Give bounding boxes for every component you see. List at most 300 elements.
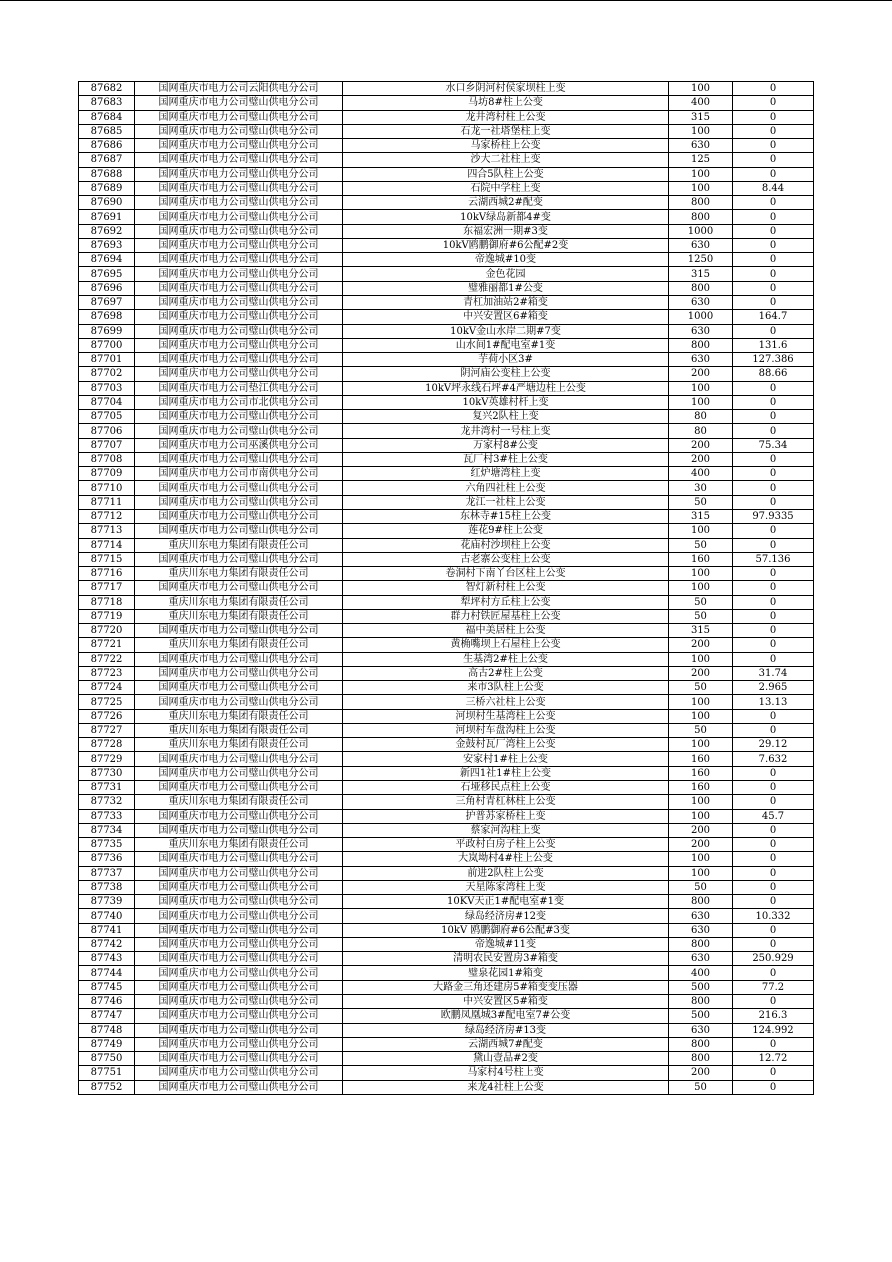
- table-row: [79, 96, 814, 110]
- capacity-cell: 315: [669, 509, 733, 523]
- company-cell: 国网重庆市电力公司璧山供电分公司: [135, 766, 343, 780]
- company-cell: 重庆川东电力集团有限责任公司: [135, 795, 343, 809]
- table-row: [79, 1066, 814, 1080]
- value-cell: 0: [733, 196, 814, 210]
- row-id-cell: 87718: [79, 595, 135, 609]
- transformer-name-cell: 石垭移民点柱上公变: [343, 781, 669, 795]
- company-cell: 国网重庆市电力公司璧山供电分公司: [135, 1037, 343, 1051]
- value-cell: 127.386: [733, 353, 814, 367]
- capacity-cell: 50: [669, 880, 733, 894]
- row-id-cell: 87708: [79, 452, 135, 466]
- value-cell: 0: [733, 823, 814, 837]
- capacity-cell: 50: [669, 538, 733, 552]
- capacity-cell: 80: [669, 424, 733, 438]
- value-cell: 77.2: [733, 980, 814, 994]
- table-row: [79, 937, 814, 951]
- company-cell: 国网重庆市电力公司璧山供电分公司: [135, 224, 343, 238]
- value-cell: 0: [733, 238, 814, 252]
- transformer-name-cell: 芋荷小区3#: [343, 353, 669, 367]
- table-row: [79, 781, 814, 795]
- table-row: [79, 467, 814, 481]
- capacity-cell: 200: [669, 666, 733, 680]
- row-id-cell: 87732: [79, 795, 135, 809]
- row-id-cell: 87747: [79, 1009, 135, 1023]
- capacity-cell: 800: [669, 210, 733, 224]
- capacity-cell: 800: [669, 937, 733, 951]
- table-row: [79, 281, 814, 295]
- capacity-cell: 100: [669, 709, 733, 723]
- table-row: [79, 295, 814, 309]
- transformer-name-cell: 四合5队柱上公变: [343, 167, 669, 181]
- company-cell: 国网重庆市电力公司璧山供电分公司: [135, 310, 343, 324]
- capacity-cell: 100: [669, 738, 733, 752]
- row-id-cell: 87692: [79, 224, 135, 238]
- value-cell: 0: [733, 538, 814, 552]
- transformer-name-cell: 帝逸城#11变: [343, 937, 669, 951]
- company-cell: 国网重庆市电力公司璧山供电分公司: [135, 1009, 343, 1023]
- value-cell: 45.7: [733, 809, 814, 823]
- transformer-name-cell: 新四1社1#柱上公变: [343, 766, 669, 780]
- company-cell: 国网重庆市电力公司璧山供电分公司: [135, 895, 343, 909]
- transformer-name-cell: 中兴安置区5#箱变: [343, 995, 669, 1009]
- table-row: [79, 438, 814, 452]
- row-id-cell: 87691: [79, 210, 135, 224]
- company-cell: 国网重庆市电力公司垫江供电分公司: [135, 381, 343, 395]
- capacity-cell: 100: [669, 82, 733, 96]
- transformer-name-cell: 马家桥柱上公变: [343, 139, 669, 153]
- capacity-cell: 200: [669, 367, 733, 381]
- row-id-cell: 87727: [79, 723, 135, 737]
- transformer-name-cell: 山水间1#配电室#1变: [343, 338, 669, 352]
- transformer-name-cell: 黄桷嘴坝上石屋柱上公变: [343, 638, 669, 652]
- value-cell: 0: [733, 995, 814, 1009]
- transformer-name-cell: 绿岛经济房#13变: [343, 1023, 669, 1037]
- table-row: [79, 581, 814, 595]
- capacity-cell: 100: [669, 381, 733, 395]
- transformer-name-cell: 石龙一社塔堡柱上变: [343, 124, 669, 138]
- company-cell: 国网重庆市电力公司璧山供电分公司: [135, 210, 343, 224]
- transformer-name-cell: 平政村白房子柱上公变: [343, 838, 669, 852]
- transformer-name-cell: 古老寨公变柱上公变: [343, 552, 669, 566]
- row-id-cell: 87703: [79, 381, 135, 395]
- table-row: [79, 1080, 814, 1094]
- row-id-cell: 87693: [79, 238, 135, 252]
- table-row: [79, 809, 814, 823]
- transformer-name-cell: 生基湾2#柱上公变: [343, 652, 669, 666]
- row-id-cell: 87730: [79, 766, 135, 780]
- capacity-cell: 100: [669, 866, 733, 880]
- transformer-name-cell: 水口乡阴河村侯家坝柱上变: [343, 82, 669, 96]
- value-cell: 0: [733, 324, 814, 338]
- company-cell: 国网重庆市电力公司璧山供电分公司: [135, 139, 343, 153]
- row-id-cell: 87702: [79, 367, 135, 381]
- capacity-cell: 400: [669, 96, 733, 110]
- transformer-name-cell: 中兴安置区6#箱变: [343, 310, 669, 324]
- table-row: [79, 638, 814, 652]
- table-row: [79, 410, 814, 424]
- row-id-cell: 87749: [79, 1037, 135, 1051]
- company-cell: 国网重庆市电力公司璧山供电分公司: [135, 267, 343, 281]
- row-id-cell: 87696: [79, 281, 135, 295]
- value-cell: 0: [733, 766, 814, 780]
- transformer-name-cell: 龙井湾村柱上公变: [343, 110, 669, 124]
- company-cell: 国网重庆市电力公司璧山供电分公司: [135, 752, 343, 766]
- table-row: [79, 995, 814, 1009]
- value-cell: 0: [733, 937, 814, 951]
- row-id-cell: 87735: [79, 838, 135, 852]
- capacity-cell: 200: [669, 838, 733, 852]
- table-row: [79, 895, 814, 909]
- company-cell: 国网重庆市电力公司璧山供电分公司: [135, 624, 343, 638]
- table-row: [79, 153, 814, 167]
- row-id-cell: 87746: [79, 995, 135, 1009]
- company-cell: 国网重庆市电力公司璧山供电分公司: [135, 495, 343, 509]
- table-row: [79, 238, 814, 252]
- value-cell: 0: [733, 1066, 814, 1080]
- company-cell: 国网重庆市电力公司璧山供电分公司: [135, 481, 343, 495]
- row-id-cell: 87733: [79, 809, 135, 823]
- table-row: [79, 866, 814, 880]
- company-cell: 国网重庆市电力公司璧山供电分公司: [135, 1080, 343, 1094]
- capacity-cell: 630: [669, 952, 733, 966]
- company-cell: 国网重庆市电力公司璧山供电分公司: [135, 253, 343, 267]
- company-cell: 重庆川东电力集团有限责任公司: [135, 567, 343, 581]
- value-cell: 2.965: [733, 681, 814, 695]
- transformer-name-cell: 天星陈家湾柱上变: [343, 880, 669, 894]
- transformer-name-cell: 黛山壹品#2变: [343, 1052, 669, 1066]
- value-cell: 124.992: [733, 1023, 814, 1037]
- transformer-name-cell: 莲花9#柱上公变: [343, 524, 669, 538]
- value-cell: 131.6: [733, 338, 814, 352]
- company-cell: 国网重庆市电力公司璧山供电分公司: [135, 995, 343, 1009]
- value-cell: 0: [733, 709, 814, 723]
- value-cell: 0: [733, 253, 814, 267]
- capacity-cell: 315: [669, 624, 733, 638]
- transformer-table-body: [79, 82, 814, 1095]
- transformer-name-cell: 三桥六社柱上公变: [343, 695, 669, 709]
- value-cell: 0: [733, 866, 814, 880]
- table-row: [79, 338, 814, 352]
- transformer-name-cell: 犁坪村方丘柱上公变: [343, 595, 669, 609]
- row-id-cell: 87752: [79, 1080, 135, 1094]
- transformer-table: [78, 81, 814, 1095]
- company-cell: 国网重庆市电力公司璧山供电分公司: [135, 96, 343, 110]
- table-row: [79, 652, 814, 666]
- row-id-cell: 87739: [79, 895, 135, 909]
- table-row: [79, 253, 814, 267]
- transformer-name-cell: 三角村青杠林柱上公变: [343, 795, 669, 809]
- table-row: [79, 367, 814, 381]
- capacity-cell: 100: [669, 695, 733, 709]
- company-cell: 国网重庆市电力公司璧山供电分公司: [135, 581, 343, 595]
- company-cell: 国网重庆市电力公司璧山供电分公司: [135, 353, 343, 367]
- capacity-cell: 30: [669, 481, 733, 495]
- value-cell: 0: [733, 781, 814, 795]
- table-row: [79, 110, 814, 124]
- value-cell: 216.3: [733, 1009, 814, 1023]
- company-cell: 国网重庆市电力公司璧山供电分公司: [135, 124, 343, 138]
- row-id-cell: 87750: [79, 1052, 135, 1066]
- table-row: [79, 666, 814, 680]
- transformer-name-cell: 云湖西城7#配变: [343, 1037, 669, 1051]
- company-cell: 国网重庆市电力公司璧山供电分公司: [135, 452, 343, 466]
- company-cell: 国网重庆市电力公司璧山供电分公司: [135, 110, 343, 124]
- row-id-cell: 87697: [79, 295, 135, 309]
- table-row: [79, 452, 814, 466]
- transformer-name-cell: 河坝村生基湾柱上公变: [343, 709, 669, 723]
- transformer-name-cell: 10kV坪永线石坪#4严塘边柱上公变: [343, 381, 669, 395]
- table-row: [79, 752, 814, 766]
- table-row: [79, 595, 814, 609]
- row-id-cell: 87701: [79, 353, 135, 367]
- transformer-name-cell: 复兴2队柱上变: [343, 410, 669, 424]
- row-id-cell: 87720: [79, 624, 135, 638]
- table-row: [79, 181, 814, 195]
- capacity-cell: 400: [669, 467, 733, 481]
- company-cell: 国网重庆市电力公司璧山供电分公司: [135, 852, 343, 866]
- transformer-name-cell: 璧雅丽都1#公变: [343, 281, 669, 295]
- table-row: [79, 567, 814, 581]
- value-cell: 164.7: [733, 310, 814, 324]
- capacity-cell: 800: [669, 1037, 733, 1051]
- row-id-cell: 87709: [79, 467, 135, 481]
- transformer-name-cell: 青杠加油站2#箱变: [343, 295, 669, 309]
- row-id-cell: 87695: [79, 267, 135, 281]
- table-row: [79, 823, 814, 837]
- value-cell: 0: [733, 295, 814, 309]
- capacity-cell: 200: [669, 438, 733, 452]
- capacity-cell: 100: [669, 524, 733, 538]
- company-cell: 国网重庆市电力公司璧山供电分公司: [135, 281, 343, 295]
- table-row: [79, 381, 814, 395]
- company-cell: 国网重庆市电力公司璧山供电分公司: [135, 367, 343, 381]
- company-cell: 国网重庆市电力公司璧山供电分公司: [135, 666, 343, 680]
- transformer-name-cell: 马坊8#柱上公变: [343, 96, 669, 110]
- table-row: [79, 723, 814, 737]
- table-row: [79, 167, 814, 181]
- table-row: [79, 952, 814, 966]
- row-id-cell: 87745: [79, 980, 135, 994]
- table-row: [79, 267, 814, 281]
- value-cell: 0: [733, 381, 814, 395]
- table-row: [79, 481, 814, 495]
- capacity-cell: 200: [669, 1066, 733, 1080]
- row-id-cell: 87699: [79, 324, 135, 338]
- table-row: [79, 552, 814, 566]
- value-cell: 0: [733, 595, 814, 609]
- table-row: [79, 1037, 814, 1051]
- company-cell: 国网重庆市电力公司璧山供电分公司: [135, 923, 343, 937]
- company-cell: 国网重庆市电力公司璧山供电分公司: [135, 167, 343, 181]
- value-cell: 0: [733, 966, 814, 980]
- company-cell: 国网重庆市电力公司巫溪供电分公司: [135, 438, 343, 452]
- value-cell: 0: [733, 210, 814, 224]
- table-row: [79, 524, 814, 538]
- table-row: [79, 738, 814, 752]
- capacity-cell: 630: [669, 353, 733, 367]
- company-cell: 国网重庆市电力公司璧山供电分公司: [135, 424, 343, 438]
- transformer-name-cell: 清明农民安置房3#箱变: [343, 952, 669, 966]
- row-id-cell: 87682: [79, 82, 135, 96]
- company-cell: 国网重庆市电力公司璧山供电分公司: [135, 866, 343, 880]
- capacity-cell: 315: [669, 267, 733, 281]
- capacity-cell: 100: [669, 795, 733, 809]
- row-id-cell: 87748: [79, 1023, 135, 1037]
- capacity-cell: 100: [669, 852, 733, 866]
- company-cell: 国网重庆市电力公司璧山供电分公司: [135, 410, 343, 424]
- value-cell: 0: [733, 467, 814, 481]
- row-id-cell: 87694: [79, 253, 135, 267]
- table-row: [79, 495, 814, 509]
- value-cell: 0: [733, 82, 814, 96]
- row-id-cell: 87726: [79, 709, 135, 723]
- transformer-name-cell: 大路金三角还建房5#箱变变压器: [343, 980, 669, 994]
- transformer-name-cell: 智灯新村柱上公变: [343, 581, 669, 595]
- row-id-cell: 87689: [79, 181, 135, 195]
- table-row: [79, 82, 814, 96]
- transformer-name-cell: 万家村8#公变: [343, 438, 669, 452]
- row-id-cell: 87712: [79, 509, 135, 523]
- transformer-name-cell: 六角四社柱上公变: [343, 481, 669, 495]
- transformer-name-cell: 红炉塘湾柱上变: [343, 467, 669, 481]
- table-row: [79, 1052, 814, 1066]
- capacity-cell: 125: [669, 153, 733, 167]
- value-cell: 10.332: [733, 909, 814, 923]
- capacity-cell: 160: [669, 752, 733, 766]
- row-id-cell: 87714: [79, 538, 135, 552]
- value-cell: 13.13: [733, 695, 814, 709]
- transformer-name-cell: 东林寺#15柱上公变: [343, 509, 669, 523]
- capacity-cell: 50: [669, 595, 733, 609]
- company-cell: 国网重庆市电力公司璧山供电分公司: [135, 652, 343, 666]
- company-cell: 国网重庆市电力公司璧山供电分公司: [135, 781, 343, 795]
- capacity-cell: 50: [669, 1080, 733, 1094]
- company-cell: 国网重庆市电力公司璧山供电分公司: [135, 524, 343, 538]
- table-row: [79, 766, 814, 780]
- row-id-cell: 87724: [79, 681, 135, 695]
- row-id-cell: 87716: [79, 567, 135, 581]
- capacity-cell: 400: [669, 966, 733, 980]
- value-cell: 8.44: [733, 181, 814, 195]
- value-cell: 97.9335: [733, 509, 814, 523]
- row-id-cell: 87751: [79, 1066, 135, 1080]
- company-cell: 国网重庆市电力公司璧山供电分公司: [135, 295, 343, 309]
- transformer-name-cell: 10kV绿岛新都4#变: [343, 210, 669, 224]
- row-id-cell: 87722: [79, 652, 135, 666]
- company-cell: 国网重庆市电力公司璧山供电分公司: [135, 980, 343, 994]
- value-cell: 0: [733, 852, 814, 866]
- transformer-name-cell: 10kV金山水岸二期#7变: [343, 324, 669, 338]
- transformer-name-cell: 护普苏家桥柱上变: [343, 809, 669, 823]
- transformer-name-cell: 石院中学柱上变: [343, 181, 669, 195]
- table-row: [79, 709, 814, 723]
- value-cell: 0: [733, 110, 814, 124]
- company-cell: 国网重庆市电力公司璧山供电分公司: [135, 823, 343, 837]
- capacity-cell: 50: [669, 609, 733, 623]
- table-row: [79, 310, 814, 324]
- capacity-cell: 160: [669, 781, 733, 795]
- value-cell: 0: [733, 524, 814, 538]
- value-cell: 29.12: [733, 738, 814, 752]
- company-cell: 国网重庆市电力公司璧山供电分公司: [135, 153, 343, 167]
- value-cell: 250.929: [733, 952, 814, 966]
- capacity-cell: 100: [669, 581, 733, 595]
- transformer-name-cell: 东福宏洲一期#3变: [343, 224, 669, 238]
- row-id-cell: 87687: [79, 153, 135, 167]
- table-row: [79, 852, 814, 866]
- value-cell: 0: [733, 139, 814, 153]
- row-id-cell: 87744: [79, 966, 135, 980]
- table-row: [79, 838, 814, 852]
- row-id-cell: 87731: [79, 781, 135, 795]
- value-cell: 12.72: [733, 1052, 814, 1066]
- row-id-cell: 87710: [79, 481, 135, 495]
- table-row: [79, 681, 814, 695]
- transformer-name-cell: 来龙4社柱上公变: [343, 1080, 669, 1094]
- capacity-cell: 100: [669, 809, 733, 823]
- transformer-name-cell: 龙江一社柱上公变: [343, 495, 669, 509]
- row-id-cell: 87736: [79, 852, 135, 866]
- capacity-cell: 200: [669, 823, 733, 837]
- capacity-cell: 100: [669, 652, 733, 666]
- value-cell: 0: [733, 96, 814, 110]
- table-row: [79, 1009, 814, 1023]
- row-id-cell: 87721: [79, 638, 135, 652]
- value-cell: 0: [733, 1037, 814, 1051]
- transformer-name-cell: 卷洞村下南丫台区柱上公变: [343, 567, 669, 581]
- company-cell: 国网重庆市电力公司璧山供电分公司: [135, 238, 343, 252]
- capacity-cell: 100: [669, 181, 733, 195]
- row-id-cell: 87683: [79, 96, 135, 110]
- transformer-name-cell: 10kV英雄村杆上变: [343, 395, 669, 409]
- transformer-name-cell: 金色花园: [343, 267, 669, 281]
- company-cell: 重庆川东电力集团有限责任公司: [135, 723, 343, 737]
- company-cell: 国网重庆市电力公司璧山供电分公司: [135, 695, 343, 709]
- table-row: [79, 395, 814, 409]
- transformer-name-cell: 10KV天正1#配电室#1变: [343, 895, 669, 909]
- capacity-cell: 315: [669, 110, 733, 124]
- value-cell: 0: [733, 652, 814, 666]
- transformer-name-cell: 蔡家河沟柱上变: [343, 823, 669, 837]
- capacity-cell: 100: [669, 167, 733, 181]
- value-cell: 88.66: [733, 367, 814, 381]
- row-id-cell: 87705: [79, 410, 135, 424]
- row-id-cell: 87686: [79, 139, 135, 153]
- company-cell: 重庆川东电力集团有限责任公司: [135, 709, 343, 723]
- company-cell: 国网重庆市电力公司璧山供电分公司: [135, 196, 343, 210]
- table-row: [79, 624, 814, 638]
- company-cell: 国网重庆市电力公司璧山供电分公司: [135, 909, 343, 923]
- table-row: [79, 324, 814, 338]
- value-cell: 0: [733, 838, 814, 852]
- row-id-cell: 87688: [79, 167, 135, 181]
- value-cell: 0: [733, 167, 814, 181]
- company-cell: 国网重庆市电力公司璧山供电分公司: [135, 324, 343, 338]
- company-cell: 国网重庆市电力公司璧山供电分公司: [135, 937, 343, 951]
- value-cell: 0: [733, 624, 814, 638]
- transformer-name-cell: 帝逸城#10变: [343, 253, 669, 267]
- company-cell: 国网重庆市电力公司璧山供电分公司: [135, 181, 343, 195]
- transformer-name-cell: 沙大二社柱上变: [343, 153, 669, 167]
- value-cell: 0: [733, 581, 814, 595]
- table-row: [79, 538, 814, 552]
- transformer-name-cell: 龙井湾村一号柱上变: [343, 424, 669, 438]
- capacity-cell: 800: [669, 1052, 733, 1066]
- capacity-cell: 800: [669, 995, 733, 1009]
- row-id-cell: 87713: [79, 524, 135, 538]
- capacity-cell: 100: [669, 124, 733, 138]
- table-row: [79, 424, 814, 438]
